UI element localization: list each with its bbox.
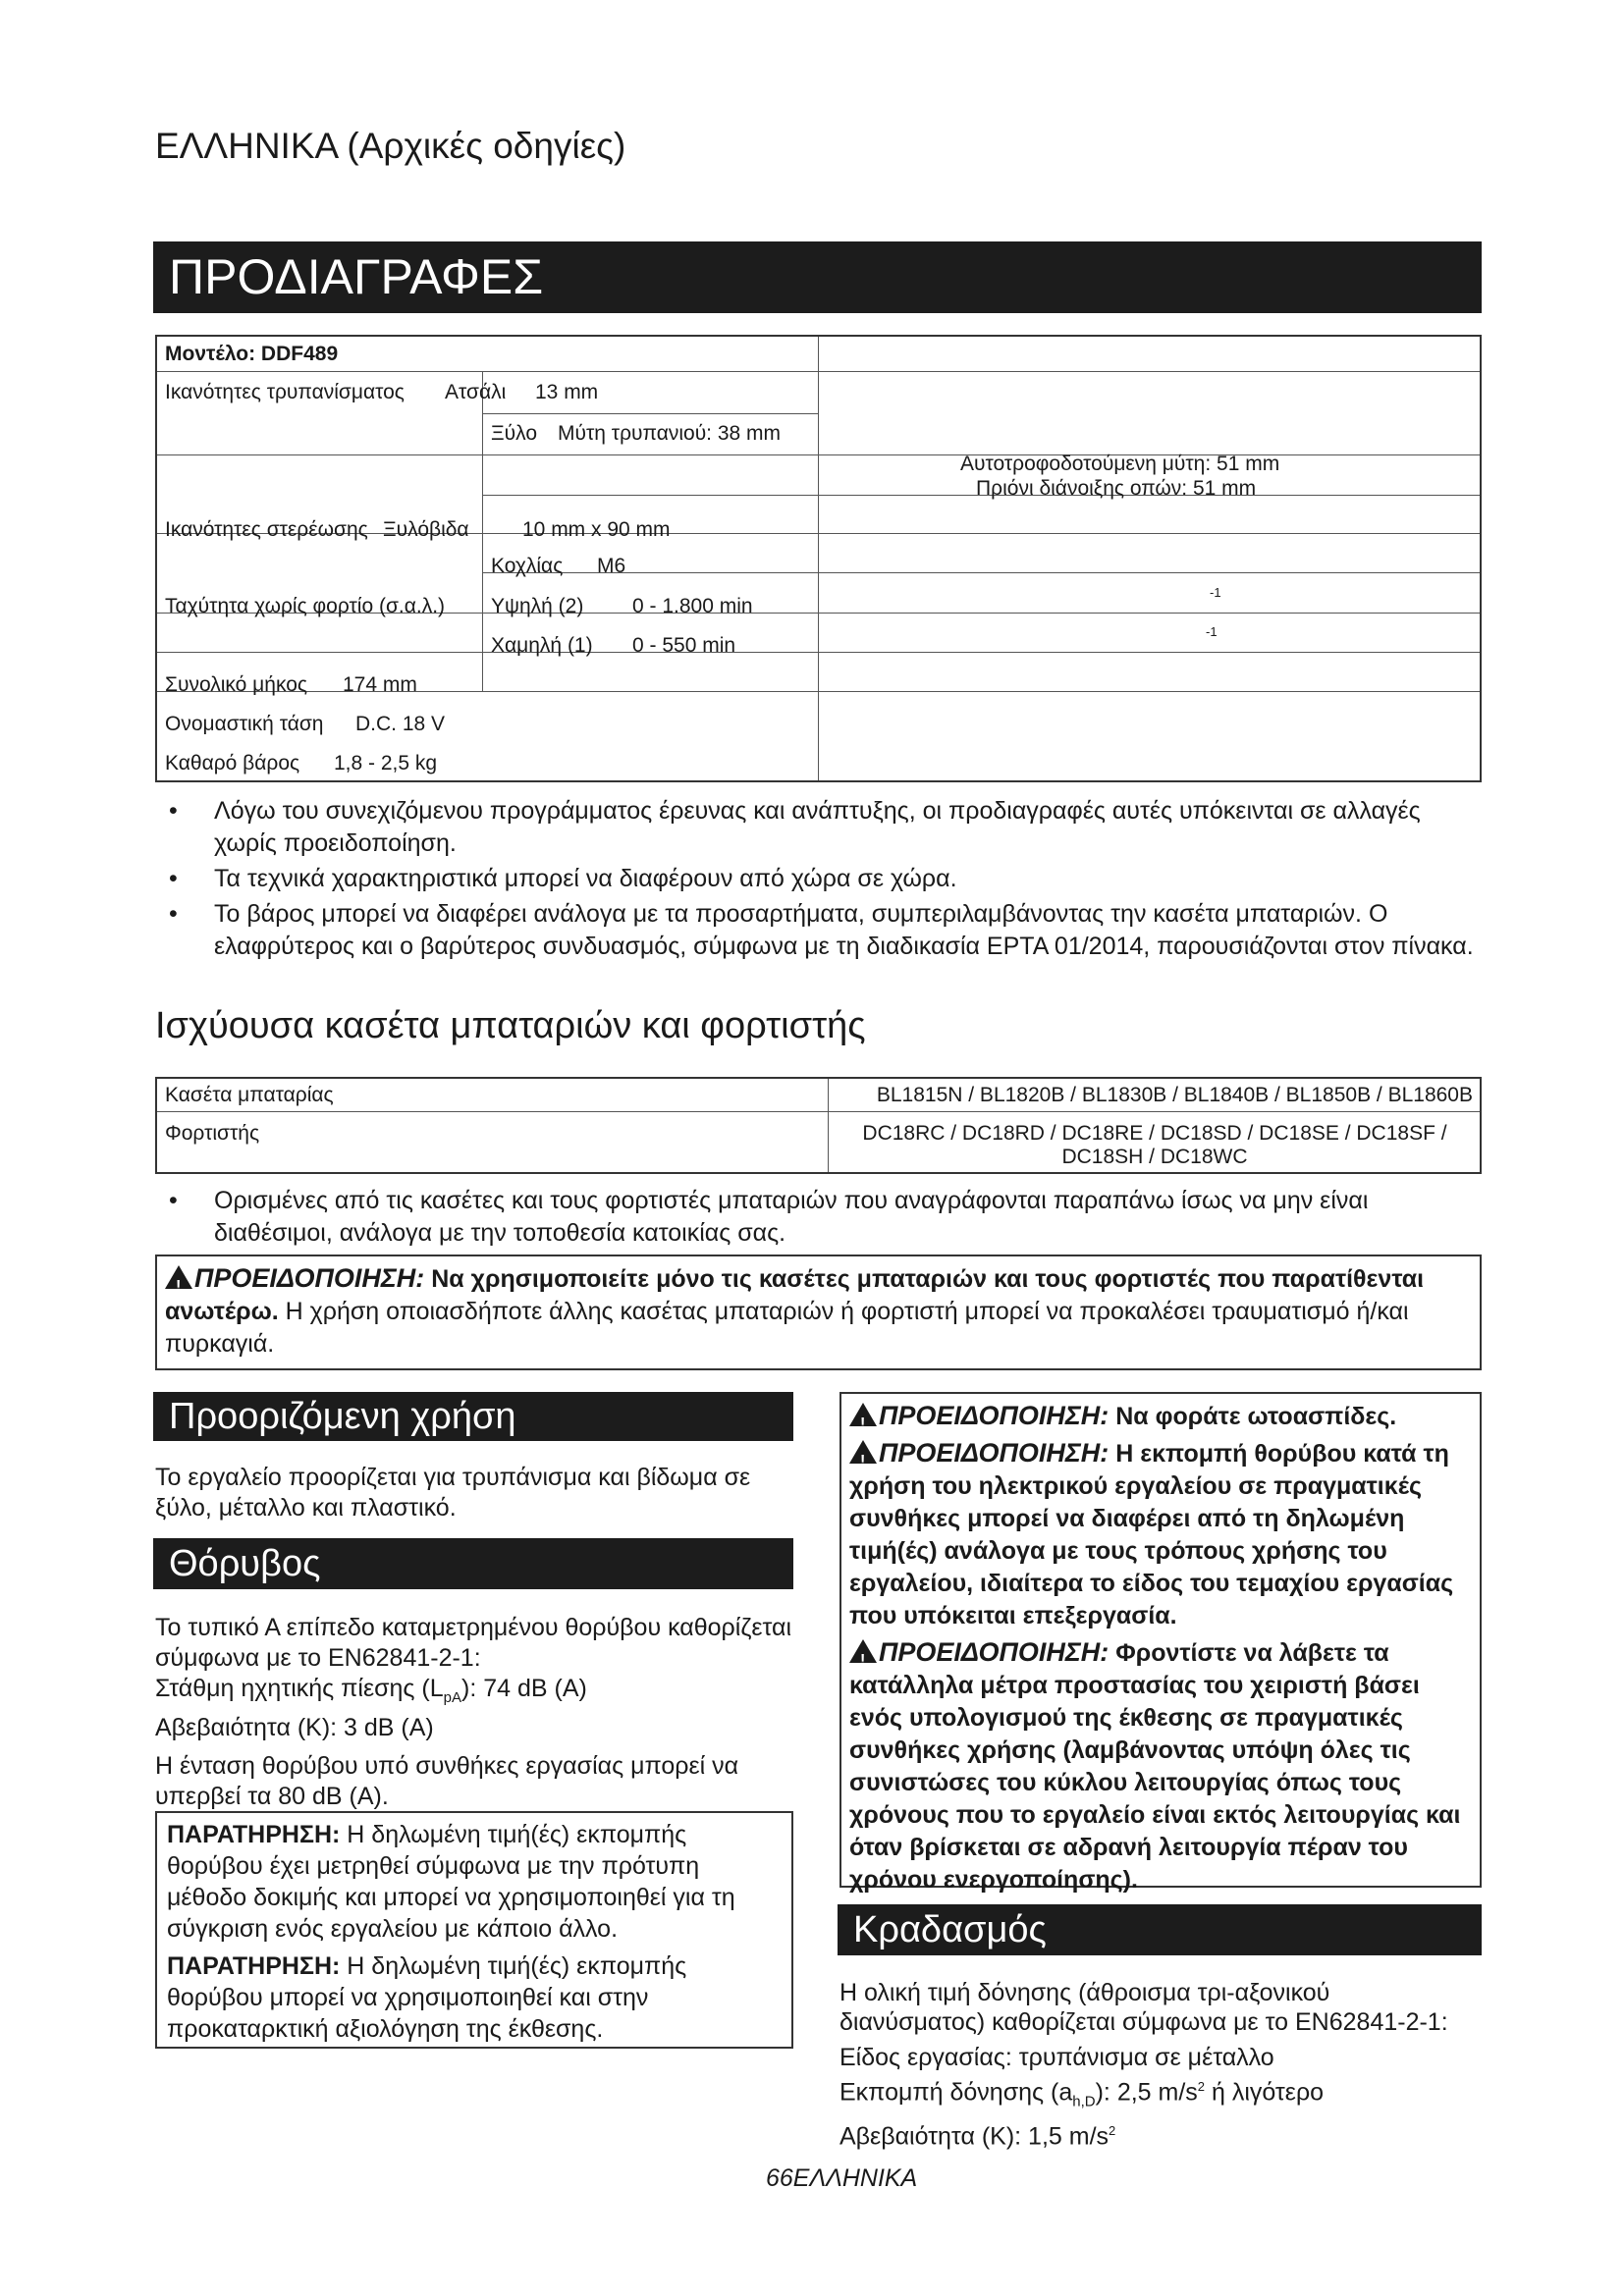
- warning-triangle-icon: [849, 1440, 877, 1464]
- battery-charger-heading: Ισχύουσα κασέτα μπαταριών και φορτιστής: [155, 1005, 866, 1046]
- list-item: • Τα τεχνικά χαρακτηριστικά μπορεί να διαφέρουν από χώρα σε χώρα.: [155, 863, 1486, 895]
- wood-auger-bit: Μύτη τρυπανιού: 38 mm: [558, 422, 782, 445]
- sound-pressure-level: Στάθμη ηχητικής πίεσης $(L_{pA})$: 74 dB (A): [155, 1675, 587, 1706]
- vibration-section: [839, 1978, 1478, 2152]
- vibration-heading: Κραδασμός: [838, 1904, 1482, 1955]
- warning-triangle-icon: [849, 1639, 877, 1663]
- rated-voltage-value: D.C. 18 V: [355, 713, 446, 735]
- warning-text: Η χρήση οποιασδήποτε άλλης κασέτας μπαταριών ή φορτιστή μπορεί να προκαλέσει τραυματισμό ή/και πυρκαγιά.: [165, 1298, 1409, 1358]
- warning-ear-protection: !ΠΡΟΕΙΔΟΠΟΙΗΣΗ: Να φοράτε ωτοασπίδες.: [849, 1400, 1472, 1433]
- note-1: ΠΑΡΑΤΗΡΗΣΗ: Η δηλωμένη τιμή(ές) εκπομπής θορύβου έχει μετρηθεί σύμφωνα με την πρότυπη μέθοδο δοκιμής και μπορεί να χρησιμοποιηθεί για τη σύγκριση ενός εργαλείου με κάποιο άλλο.: [167, 1821, 735, 1943]
- noise-heading: Θόρυβος: [153, 1538, 793, 1589]
- wood-self-feed-bit: Αυτοτροφοδοτούμενη μύτη: 51 mm: [960, 453, 1280, 475]
- list-item: • Λόγω του συνεχιζόμενου προγράμματος έρευνας και ανάπτυξης, οι προδιαγραφές αυτές υπόκεινται σε αλλαγές χωρίς προειδοποίηση.: [155, 795, 1486, 860]
- note-2: ΠΑΡΑΤΗΡΗΣΗ: Η δηλωμένη τιμή(ές) εκπομπής θορύβου μπορεί να χρησιμοποιηθεί και στην προκαταρκτική αξιολόγηση της έκθεσης.: [167, 1952, 687, 2043]
- high-speed-label: Υψηλή (2): [491, 595, 584, 617]
- warning-operator-protection: !ΠΡΟΕΙΔΟΠΟΙΗΣΗ: Φροντίστε να λάβετε τα κατάλληλα μέτρα προστασίας του χειριστή βάσει ενός υπολογισμού της έκθεσης σε πραγματικές συνθήκες χρήσης (λαμβάνοντας υπόψη όλες τις συνιστώσες του κύκλου λειτουργίας όπως τους χρόνους που το εργαλείο είναι εκτός λειτουργίας και όταν βρίσκεται σε αδρανή λειτουργία πέραν του χρόνου ενεργοποίησης).: [849, 1636, 1472, 1896]
- spec-notes: [155, 795, 1486, 966]
- warning-noise-emission: !ΠΡΟΕΙΔΟΠΟΙΗΣΗ: Η εκπομπή θορύβου κατά τη χρήση του ηλεκτρικού εργαλείου σε πραγματικές συνθήκες μπορεί να διαφέρει από τη δηλωμένη τιμή(ές) ανάλογα με τους τρόπους χρήσης του εργαλείου, ιδιαίτερα το είδος του τεμαχίου εργασίας που υπόκειται επεξεργασία.: [849, 1437, 1472, 1632]
- low-speed-label: Χαμηλή (1): [491, 634, 593, 657]
- battery-warning-box: [155, 1255, 1482, 1370]
- vibration-emission: Εκπομπή δόνησης $(a_{h,D})$: 2,5 $m/s^2$ ή λιγότερο: [839, 2078, 1325, 2110]
- warning-triangle-icon: [849, 1403, 877, 1426]
- specifications-table: [155, 335, 1482, 782]
- net-weight-value: 1,8 - 2,5 kg: [334, 752, 438, 774]
- steel-value: 13 mm: [535, 381, 599, 403]
- warning-triangle-icon: [165, 1265, 192, 1289]
- list-item: • Το βάρος μπορεί να διαφέρει ανάλογα με τα προσαρτήματα, συμπεριλαμβάνοντας την κασέτα μπαταριών. Ο ελαφρύτερος και ο βαρύτερος συνδυασμός, σύμφωνα με τη διαδικασία EPTA 01/2014, παρουσιάζονται στον πίνακα.: [155, 898, 1486, 963]
- page-number: 66ΕΛΛΗΝΙΚΑ: [766, 2164, 918, 2192]
- overall-length-value: 174 mm: [343, 673, 417, 696]
- low-speed-value: 0 - 550 min: [632, 634, 736, 657]
- fastening-capacities-label: Ικανότητες στερέωσης: [165, 518, 368, 541]
- vibration-uncertainty: Αβεβαιότητα (Κ): 1,5 $m/s^2$: [839, 2122, 1116, 2151]
- noise-exceed-text: Η ένταση θορύβου υπό συνθήκες εργασίας μπορεί να υπερβεί τα 80 dB (A).: [155, 1752, 739, 1810]
- vibration-intro: Η ολική τιμή δόνησης (άθροισμα τρι-αξονικού διανύσματος) καθορίζεται σύμφωνα με το EN62841-2-1:: [839, 1979, 1448, 2036]
- list-item: • Ορισμένες από τις κασέτες και τους φορτιστές μπαταριών που αναγράφονται παραπάνω ίσως να μην είναι διαθέσιμοι, ανάλογα με την τοποθεσία κατοικίας σας.: [155, 1185, 1486, 1250]
- high-speed-value: 0 - 1.800 min: [632, 595, 753, 617]
- intended-use-heading: Προοριζόμενη χρήση: [153, 1392, 793, 1441]
- charger-value-line1: DC18RC / DC18RD / DC18RE / DC18SD / DC18SE / DC18SF /: [862, 1122, 1447, 1145]
- noise-uncertainty: Αβεβαιότητα (Κ): 3 dB (A): [155, 1714, 434, 1741]
- warning-title: ΠΡΟΕΙΔΟΠΟΙΗΣΗ:: [194, 1263, 425, 1293]
- noise-intro: Το τυπικό Α επίπεδο καταμετρημένου θορύβου καθορίζεται σύμφωνα με το EN62841-2-1:: [155, 1614, 792, 1672]
- work-mode: Είδος εργασίας: τρυπάνισμα σε μέταλλο: [839, 2044, 1274, 2071]
- model-label: Μοντέλο: DDF489: [165, 343, 339, 365]
- noise-notes-box: [155, 1811, 793, 2049]
- language-title: ΕΛΛΗΝΙΚΑ (Αρχικές οδηγίες): [155, 126, 626, 166]
- steel-label: Ατσάλι: [445, 381, 507, 403]
- noise-section: [155, 1613, 793, 1812]
- low-speed-exponent: -1: [1206, 624, 1218, 639]
- battery-cartridge-value: BL1815N / BL1820B / BL1830B / BL1840B / BL1850B / BL1860B: [876, 1084, 1473, 1106]
- battery-cartridge-label: Κασέτα μπαταρίας: [165, 1084, 334, 1106]
- wood-screw-label: Ξυλόβιδα: [383, 518, 469, 541]
- bolt-label: Κοχλίας: [491, 555, 564, 577]
- specifications-heading: ΠΡΟΔΙΑΓΡΑΦΕΣ: [153, 241, 1482, 313]
- table-divider: [818, 337, 819, 780]
- wood-screw-value: 10 mm x 90 mm: [522, 518, 671, 541]
- high-speed-exponent: -1: [1210, 585, 1221, 600]
- table-divider: [482, 371, 483, 691]
- intended-use-text: Το εργαλείο προορίζεται για τρυπάνισμα και βίδωμα σε ξύλο, μέταλλο και πλαστικό.: [155, 1464, 751, 1522]
- bolt-value: M6: [597, 555, 626, 577]
- noise-warnings-box: [839, 1392, 1482, 1894]
- wood-label: Ξύλο: [491, 422, 537, 445]
- no-load-speed-label: Ταχύτητα χωρίς φορτίο (σ.α.λ.): [165, 595, 446, 617]
- wood-hole-saw: Πριόνι διάνοιξης οπών: 51 mm: [976, 477, 1257, 500]
- rated-voltage-label: Ονομαστική τάση: [165, 713, 324, 735]
- battery-notes: [155, 1185, 1486, 1253]
- overall-length-label: Συνολικό μήκος: [165, 673, 307, 696]
- warning-bold-text: Να χρησιμοποιείτε μόνο τις κασέτες μπαταριών και τους φορτιστές που παρατίθενται ανωτέρω.: [165, 1265, 1425, 1325]
- drilling-capacities-label: Ικανότητες τρυπανίσματος: [165, 381, 405, 403]
- net-weight-label: Καθαρό βάρος: [165, 752, 300, 774]
- charger-label: Φορτιστής: [165, 1122, 260, 1145]
- battery-charger-table: [155, 1077, 1482, 1174]
- charger-value-line2: DC18SH / DC18WC: [1061, 1146, 1248, 1168]
